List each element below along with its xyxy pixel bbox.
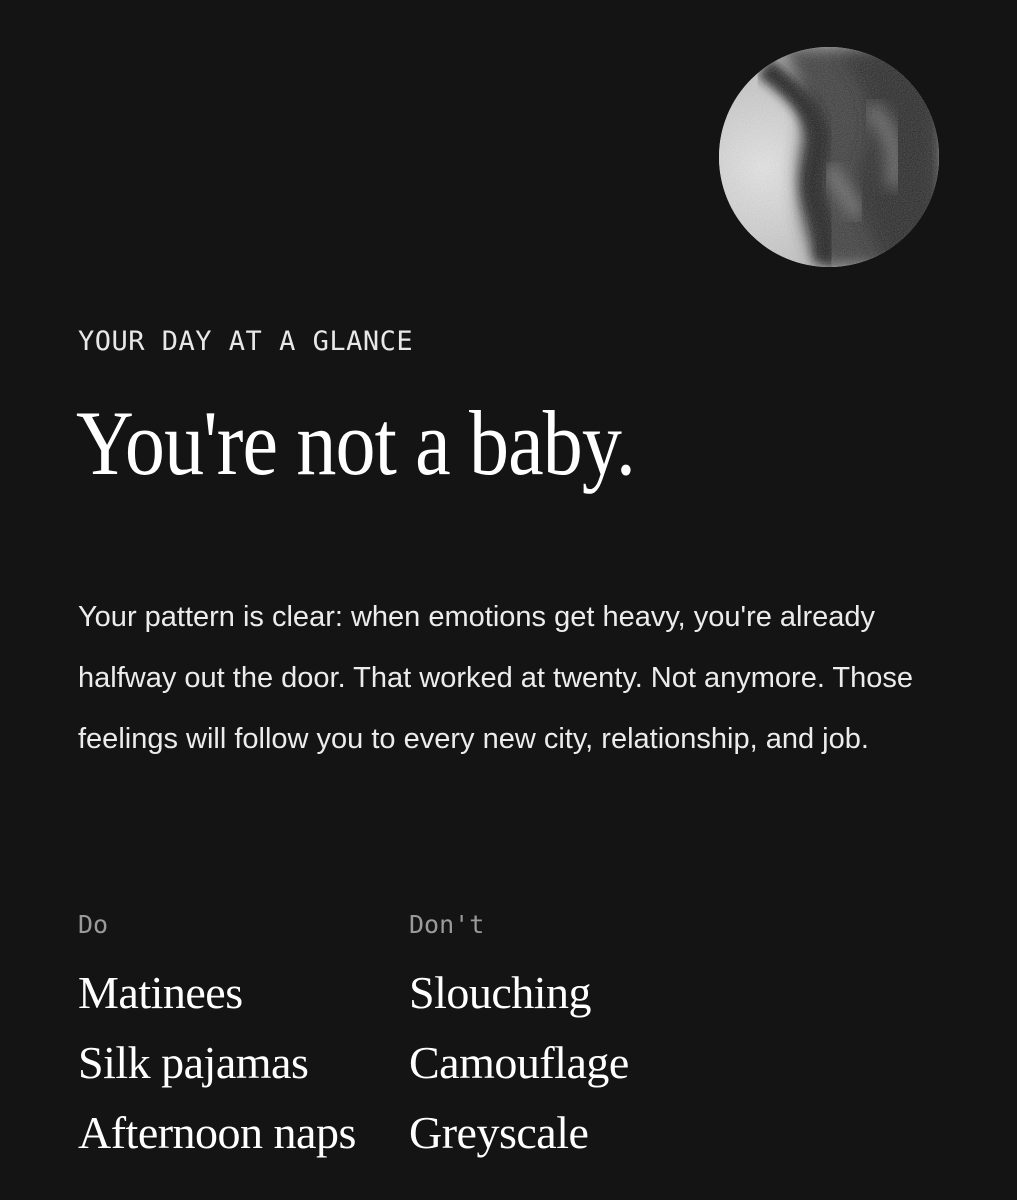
planet-illustration: [719, 47, 939, 267]
dont-list: [409, 958, 629, 1168]
dont-column: [409, 905, 629, 1168]
do-label: Do: [78, 910, 109, 939]
do-column: [78, 905, 356, 1168]
horoscope-body: Your pattern is clear: when emotions get heavy, you're already halfway out the door. That worked at twenty. Not anymore. Those feelings will follow you to every new city, relationship, and job.: [78, 601, 914, 755]
dont-item: Slouching: [409, 967, 592, 1018]
planet-image: [719, 47, 939, 267]
dont-item: Greyscale: [409, 1107, 589, 1158]
headline: You're not a baby.: [76, 392, 636, 494]
dont-label: Don't: [409, 910, 485, 939]
do-list: [78, 958, 356, 1168]
section-eyebrow: YOUR DAY AT A GLANCE: [78, 326, 414, 357]
do-item: Silk pajamas: [78, 1037, 309, 1088]
dont-item: Camouflage: [409, 1037, 629, 1088]
do-item: Afternoon naps: [78, 1107, 356, 1158]
do-item: Matinees: [78, 967, 243, 1018]
